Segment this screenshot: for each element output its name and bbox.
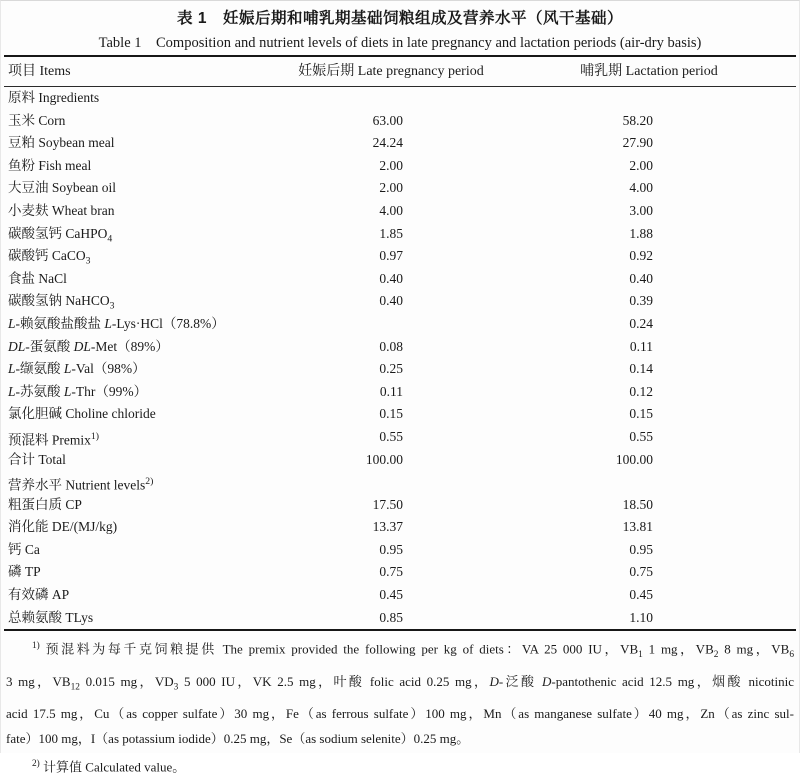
value-late-pregnancy: 0.08 xyxy=(379,338,403,354)
header-lactation: 哺乳期 Lactation period xyxy=(580,64,718,79)
item-label: 玉米 Corn xyxy=(8,112,66,128)
item-label: 合计 Total xyxy=(8,451,66,467)
value-lactation: 27.90 xyxy=(622,135,653,151)
item-label: L-缬氨酸 L-Val（98%） xyxy=(8,361,146,377)
footnote-premix xyxy=(6,634,794,752)
table-row xyxy=(1,494,799,517)
value-lactation: 18.50 xyxy=(622,496,653,512)
value-late-pregnancy: 2.00 xyxy=(379,180,403,196)
table-row xyxy=(1,290,799,313)
value-lactation: 0.55 xyxy=(629,428,653,444)
value-lactation: 0.40 xyxy=(629,270,653,286)
item-label: 磷 TP xyxy=(8,564,41,580)
value-lactation: 0.12 xyxy=(629,383,653,399)
value-late-pregnancy: 4.00 xyxy=(379,202,403,218)
value-late-pregnancy: 63.00 xyxy=(372,112,403,128)
value-lactation: 2.00 xyxy=(629,157,653,173)
table-row xyxy=(1,132,799,155)
value-lactation: 0.39 xyxy=(629,293,653,309)
value-late-pregnancy: 0.55 xyxy=(379,428,403,444)
table-row xyxy=(1,223,799,246)
value-late-pregnancy: 0.97 xyxy=(379,248,403,264)
item-label: 碳酸氢钠 NaHCO$_3$ xyxy=(8,293,115,313)
table-row xyxy=(1,336,799,359)
header-items: 项目 Items xyxy=(8,64,71,79)
footnote-premix-line: fate）100 mg，I（as potassium iodide）0.25 mg，Se（as sodium selenite）0.25 mg。 xyxy=(6,731,470,747)
table-row xyxy=(1,313,799,336)
item-label: 小麦麸 Wheat bran xyxy=(8,202,115,218)
value-lactation: 0.11 xyxy=(629,338,653,354)
value-late-pregnancy: 17.50 xyxy=(372,496,403,512)
table-row xyxy=(1,607,799,630)
table-row xyxy=(1,110,799,133)
footnote-premix-line: $^{1)}$ 预混料为每千克饲粮提供 The premix provided the following per kg of diets：VA 25 000 IU，$VB_1$ 1 mg，$VB_2$ 8 mg，$VB_6$ xyxy=(32,641,795,661)
table-row xyxy=(1,471,799,494)
value-lactation: 58.20 xyxy=(622,112,653,128)
table-row xyxy=(1,516,799,539)
value-late-pregnancy: 0.95 xyxy=(379,541,403,557)
item-label: 钙 Ca xyxy=(8,541,40,557)
value-lactation: 0.24 xyxy=(629,315,653,331)
item-label: 食盐 NaCl xyxy=(8,270,67,286)
item-label: L-苏氨酸 L-Thr（99%） xyxy=(8,383,148,399)
item-label: 氯化胆碱 Choline chloride xyxy=(8,406,156,422)
value-lactation: 1.88 xyxy=(629,225,653,241)
table-bottom-rule xyxy=(4,629,796,631)
item-label: 碳酸钙 CaCO$_3$ xyxy=(8,248,91,267)
value-lactation: 0.92 xyxy=(629,248,653,264)
value-late-pregnancy: 13.37 xyxy=(372,519,403,535)
table-body xyxy=(1,87,799,629)
value-late-pregnancy: 0.85 xyxy=(379,609,403,625)
item-label: 总赖氨酸 TLys xyxy=(8,609,94,625)
value-lactation: 0.14 xyxy=(629,361,653,377)
value-late-pregnancy: 24.24 xyxy=(372,135,403,151)
item-label: 有效磷 AP xyxy=(8,587,70,603)
item-label: 粗蛋白质 CP xyxy=(8,496,82,512)
value-late-pregnancy: 1.85 xyxy=(379,225,403,241)
item-label: 原料 Ingredients xyxy=(8,90,100,105)
value-lactation: 0.95 xyxy=(629,541,653,557)
item-label: 预混料 Premix$^{1)}$ xyxy=(8,430,99,448)
table-row xyxy=(1,245,799,268)
table-row xyxy=(1,426,799,449)
value-late-pregnancy: 0.45 xyxy=(379,587,403,603)
table-row xyxy=(1,177,799,200)
table-row xyxy=(1,200,799,223)
item-label: 消化能 DE/(MJ/kg) xyxy=(8,519,118,535)
item-label: DL-蛋氨酸 DL-Met（89%） xyxy=(8,338,169,354)
value-late-pregnancy: 0.15 xyxy=(379,406,403,422)
item-label: 碳酸氢钙 CaHPO$_4$ xyxy=(8,225,113,245)
value-late-pregnancy: 2.00 xyxy=(379,157,403,173)
table-row xyxy=(1,403,799,426)
value-lactation: 100.00 xyxy=(615,451,653,467)
footnote-calculated: $^{2)}$ 计算值 Calculated value。 xyxy=(32,758,186,775)
table-header-row xyxy=(1,57,799,86)
header-late-pregnancy: 妊娠后期 Late pregnancy period xyxy=(298,64,484,79)
value-late-pregnancy: 0.40 xyxy=(379,293,403,309)
value-late-pregnancy: 0.75 xyxy=(379,564,403,580)
value-late-pregnancy: 0.40 xyxy=(379,270,403,286)
table-row xyxy=(1,381,799,404)
value-lactation: 0.75 xyxy=(629,564,653,580)
value-lactation: 3.00 xyxy=(629,202,653,218)
footnote-premix-line: 3 mg，$VB_{12}$ 0.015 mg，$VD_3$ 5 000 IU，VK 2.5 mg，叶酸 folic acid 0.25 mg，D-泛酸 D-pantothenic acid 12.5 mg，烟酸 nicotinic xyxy=(6,673,795,693)
table-row xyxy=(1,87,799,110)
table-row xyxy=(1,358,799,381)
footnotes xyxy=(6,634,794,779)
item-label: L-赖氨酸盐酸盐 L-Lys·HCl（78.8%） xyxy=(8,315,225,331)
table-row xyxy=(1,584,799,607)
value-lactation: 1.10 xyxy=(629,609,653,625)
value-late-pregnancy: 0.25 xyxy=(379,361,403,377)
value-lactation: 0.45 xyxy=(629,587,653,603)
table-title-en: Table 1 Composition and nutrient levels of diets in late pregnancy and lactation periods (air-dry basis) xyxy=(98,35,702,51)
table-row xyxy=(1,155,799,178)
item-label: 大豆油 Soybean oil xyxy=(8,180,116,196)
item-label: 豆粕 Soybean meal xyxy=(8,135,115,151)
item-label: 鱼粉 Fish meal xyxy=(8,157,92,173)
table-row xyxy=(1,561,799,584)
value-lactation: 0.15 xyxy=(629,406,653,422)
table-row xyxy=(1,539,799,562)
value-lactation: 13.81 xyxy=(622,519,653,535)
table-row xyxy=(1,449,799,472)
value-lactation: 4.00 xyxy=(629,180,653,196)
table-title-zh: 表 1 妊娠后期和哺乳期基础饲粮组成及营养水平（风干基础） xyxy=(177,10,623,27)
table-row xyxy=(1,268,799,291)
item-label: 营养水平 Nutrient levels$^{2)}$ xyxy=(8,476,154,493)
footnote-premix-line: acid 17.5 mg，Cu（as copper sulfate）30 mg，Fe（as ferrous sulfate）100 mg，Mn（as manganese sulfate）40 mg，Zn（as zinc sul- xyxy=(6,705,794,721)
value-late-pregnancy: 0.11 xyxy=(379,383,403,399)
value-late-pregnancy: 100.00 xyxy=(365,451,403,467)
